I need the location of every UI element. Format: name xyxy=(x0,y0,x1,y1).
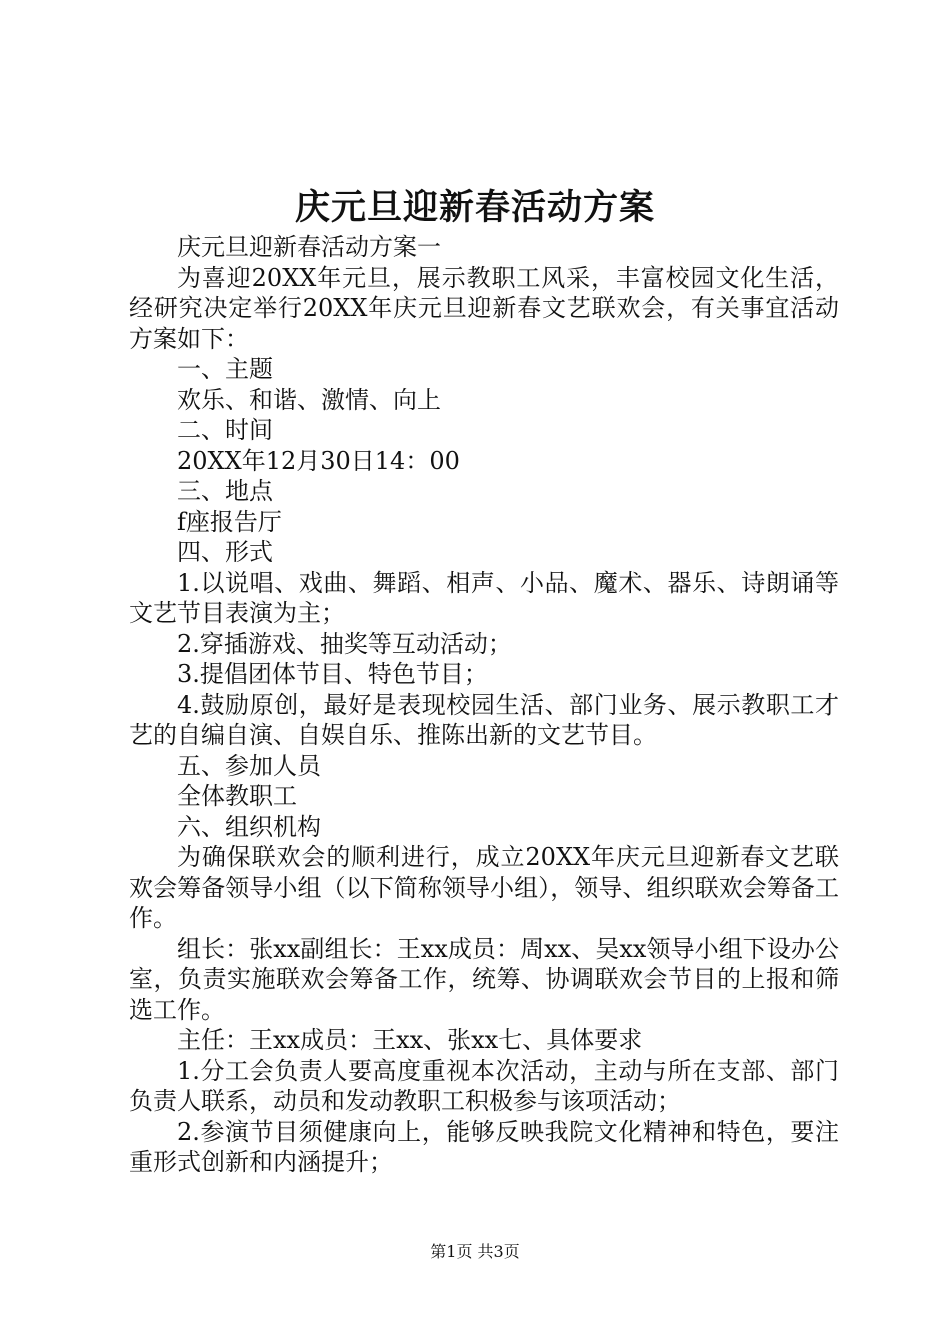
section-heading: 四、形式 xyxy=(177,538,273,566)
list-item: 3.提倡团体节目、特色节目； xyxy=(177,660,488,688)
section-heading: 二、时间 xyxy=(177,416,273,444)
list-item: 2.参演节目须健康向上，能够反映我院文化精神和特色，要注重形式创新和内涵提升； xyxy=(129,1117,839,1176)
section-heading: 三、地点 xyxy=(177,477,273,505)
paragraph: 欢乐、和谐、激情、向上 xyxy=(177,385,441,414)
list-item: 1.分工会负责人要高度重视本次活动，主动与所在支部、部门负责人联系，动员和发动教职工积极参与该项活动； xyxy=(129,1056,839,1115)
section-heading: 五、参加人员 xyxy=(177,751,321,780)
paragraph: 组长：张xx副组长：王xx成员：周xx、吴xx领导小组下设办公室，负责实施联欢会筹备工作，统筹、协调联欢会节目的上报和筛选工作。 xyxy=(129,934,839,1024)
list-item: 1.以说唱、戏曲、舞蹈、相声、小品、魔术、器乐、诗朗诵等文艺节目表演为主； xyxy=(129,568,839,627)
page-footer: 第1页 共3页 xyxy=(430,1242,520,1261)
section-heading: 六、组织机构 xyxy=(177,812,321,841)
document-title: 庆元旦迎新春活动方案 xyxy=(294,187,655,228)
list-item: 2.穿插游戏、抽奖等互动活动； xyxy=(177,629,512,658)
paragraph: 为确保联欢会的顺利进行，成立20XX年庆元旦迎新春文艺联欢会筹备领导小组（以下简称领导小组），领导、组织联欢会筹备工作。 xyxy=(129,843,839,932)
list-item: 4.鼓励原创，最好是表现校园生活、部门业务、展示教职工才艺的自编自演、自娱自乐、推陈出新的文艺节目。 xyxy=(129,690,839,749)
paragraph: 庆元旦迎新春活动方案一 xyxy=(177,233,441,261)
paragraph: 全体教职工 xyxy=(177,782,297,810)
paragraph: 为喜迎20XX年元旦，展示教职工风采，丰富校园文化生活，经研究决定举行20XX年庆元旦迎新春文艺联欢会，有关事宜活动方案如下： xyxy=(129,263,839,353)
paragraph: 20XX年12月30日14：00 xyxy=(177,446,460,475)
document-body xyxy=(129,232,839,1178)
paragraph: 主任：王xx成员：王xx、张xx七、具体要求 xyxy=(177,1026,643,1054)
section-heading: 一、主题 xyxy=(177,355,273,383)
paragraph: f座报告厅 xyxy=(177,507,282,536)
